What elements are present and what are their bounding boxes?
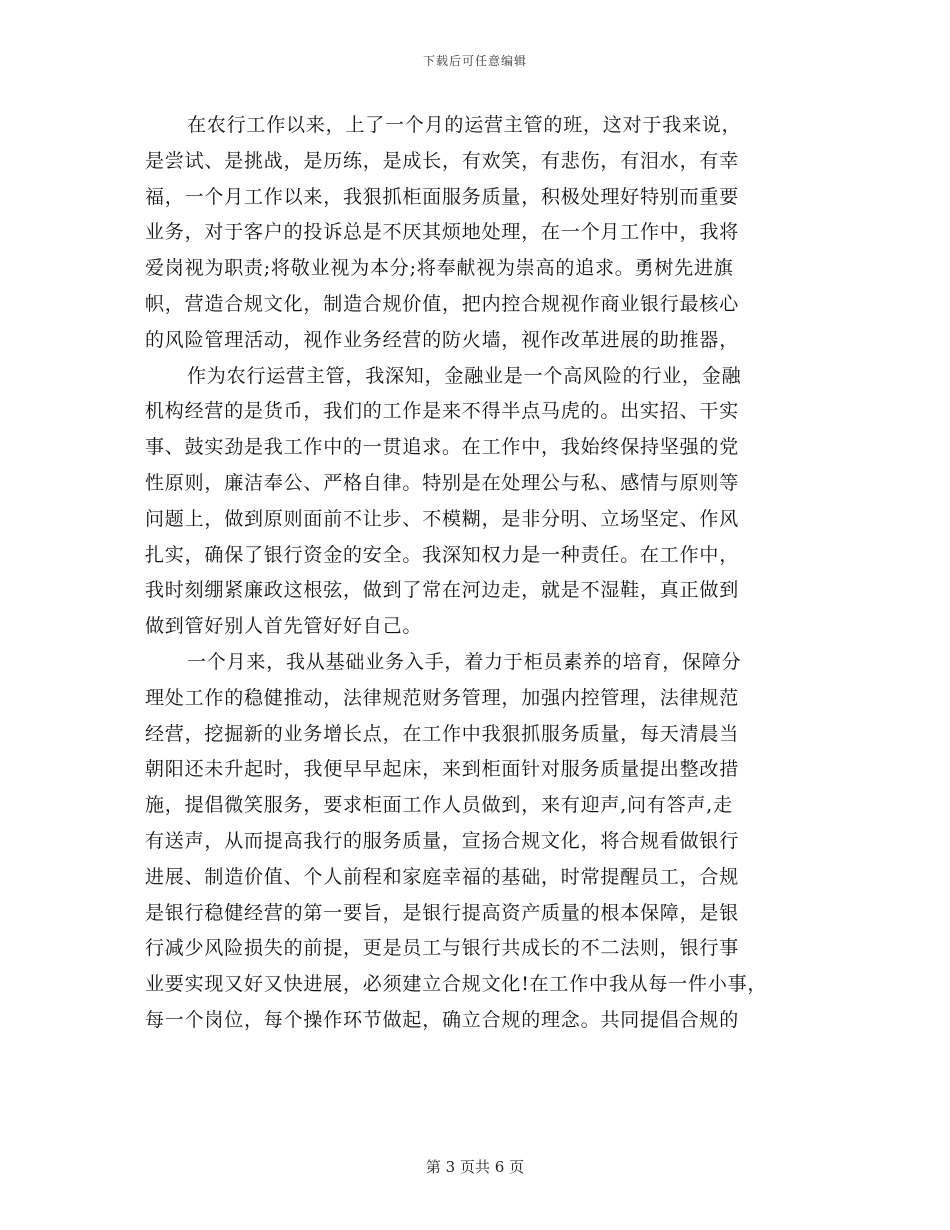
text-line: 福，一个月工作以来，我狠抓柜面服务质量，积极处理好特别而重要 — [145, 185, 740, 208]
text-line: 性原则，廉洁奉公、严格自律。特别是在处理公与私、感情与原则等 — [145, 471, 740, 494]
text-line: 业要实现又好又快进展，必须建立合规文化!在工作中我从每一件小事， — [145, 973, 768, 996]
paragraph-1 — [145, 108, 810, 359]
text-line: 作为农行运营主管，我深知，金融业是一个高风险的行业，金融 — [187, 364, 742, 387]
text-line: 事、鼓实劲是我工作中的一贯追求。在工作中，我始终保持坚强的党 — [145, 436, 740, 459]
text-line: 帜，营造合规文化，制造合规价值，把内控合规视作商业银行最核心 — [145, 292, 740, 315]
text-line: 机构经营的是货币，我们的工作是来不得半点马虎的。出实招、干实 — [145, 400, 740, 423]
text-line: 在农行工作以来，上了一个月的运营主管的班，这对于我来说， — [187, 114, 742, 136]
text-line: 是尝试、是挑战，是历练，是成长，有欢笑，有悲伤，有泪水，有幸 — [145, 149, 740, 172]
text-line: 有送声，从而提高我行的服务质量，宣扬合规文化，将合规看做银行 — [145, 829, 740, 852]
text-line: 问题上，做到原则面前不让步、不模糊，是非分明、立场坚定、作风 — [145, 507, 740, 530]
text-line: 一个月来，我从基础业务入手，着力于柜员素养的培育，保障分 — [187, 650, 742, 673]
text-line: 是银行稳健经营的第一要旨，是银行提高资产质量的根本保障，是银 — [145, 901, 740, 924]
text-line: 理处工作的稳健推动，法律规范财务管理，加强内控管理，法律规范 — [145, 686, 740, 709]
text-line: 我时刻绷紧廉政这根弦，做到了常在河边走，就是不湿鞋，真正做到 — [145, 579, 740, 602]
text-line: 做到管好别人首先管好好自己。 — [145, 615, 423, 638]
text-line: 经营，挖掘新的业务增长点，在工作中我狠抓服务质量，每天清晨当 — [145, 722, 740, 745]
paragraph-2 — [145, 359, 810, 645]
paragraph-3 — [145, 645, 810, 1039]
text-line: 行减少风险损失的前提，更是员工与银行共成长的不二法则，银行事 — [145, 937, 740, 960]
document-body — [145, 108, 810, 1039]
text-line: 每一个岗位，每个操作环节做起，确立合规的理念。共同提倡合规的 — [145, 1008, 740, 1031]
text-line: 扎实，确保了银行资金的安全。我深知权力是一种责任。在工作中， — [145, 543, 740, 566]
text-line: 朝阳还未升起时，我便早早起床，来到柜面针对服务质量提出整改措 — [145, 758, 740, 781]
text-line: 业务，对于客户的投诉总是不厌其烦地处理，在一个月工作中，我将 — [145, 221, 740, 244]
page-number: 第 3 页共 6 页 — [425, 1158, 525, 1176]
text-line: 爱岗视为职责;将敬业视为本分;将奉献视为崇高的追求。勇树先进旗 — [145, 257, 734, 280]
text-line: 施，提倡微笑服务，要求柜面工作人员做到，来有迎声,问有答声,走 — [145, 794, 733, 817]
text-line: 的风险管理活动，视作业务经营的防火墙，视作改革进展的助推器， — [145, 328, 740, 351]
page-header-note: 下载后可任意编辑 — [422, 54, 527, 68]
text-line: 进展、制造价值、个人前程和家庭幸福的基础，时常提醒员工，合规 — [145, 865, 740, 888]
